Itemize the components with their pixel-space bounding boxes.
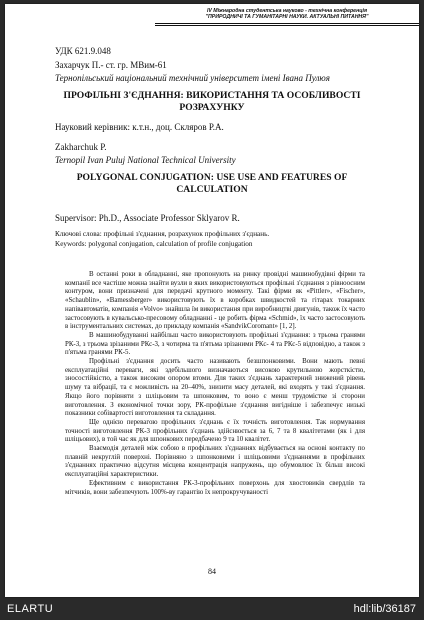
paragraph: В останні роки в обладнанні, яке пропонують на ринку провідні машинобудівні фірми та компанії все частіше можна знайти вузли в яких використовуються профільні з'єднання з рівноосним контуром, вони призначені для передачі крутного моменту. Такі фірми як «Pittler», «Fischer», «Schaublin», «Bamessberger» використовують їх в коробках швидкостей та гітарах токарних напівавтоматів, компанія «Volvo» знайшла їм використання при виробництві двигунів, також їх часто застосовують в кувальсько-пресовому обладнанні - це робить фірма «Schmid», їх часто застосовують в інструментальних системах, до прикладу компанія «SandvikCoromant» [1, 2]. (65, 271, 365, 331)
title-en: POLYGONAL CONJUGATION: USE USE AND FEATURES OF CALCULATION (76, 172, 348, 195)
viewer-footer (0, 600, 424, 620)
author-en: Zakharchuk P. (55, 142, 107, 152)
supervisor-ua: Науковий керівник: к.т.н., доц. Скляров Р.А. (55, 122, 224, 132)
page-number: 84 (208, 567, 216, 576)
keywords-ua: Ключові слова: профільні з'єднання, розрахунок профільних з'єднань. (55, 230, 270, 238)
supervisor-en: Supervisor: Ph.D., Associate Professor Sklyarov R. (55, 213, 240, 223)
handle-link[interactable]: hdl:lib/36187 (353, 603, 416, 615)
paragraph: Взаємодія деталей між собою в профільних з'єднаннях відбувається на основі контакту по плавній некруглій поверхні. Порівняно з шпонковими і шліцьовими з'єднаннями в профільних з'єднаннях практично відсутня місцева концентрація напружень, що обумовлює їх більш високі експлуатаційні характеристики. (65, 445, 365, 479)
title-ua: ПРОФІЛЬНІ З'ЄДНАННЯ: ВИКОРИСТАННЯ ТА ОСОБЛИВОСТІ РОЗРАХУНКУ (63, 90, 361, 113)
article-body (65, 271, 365, 497)
repository-name: ELARTU (7, 603, 54, 615)
affiliation-ua: Тернопільський національний технічний університет імені Івана Пулюя (55, 73, 330, 83)
document-page (5, 4, 419, 597)
conference-header (155, 8, 419, 20)
paragraph: В машинобудуванні найбільш часто використовують профільні з'єднання: з трьома гранями РК-3, з трьома зрізаними РКс-3, з чотирма та п'ятьма зрізаними РКс- 4 та РКс-5 відповідно, а також з п'ятьма гранями РК-5. (65, 331, 365, 357)
conference-header-line2: "ПРИРОДНИЧІ ТА ГУМАНІТАРНІ НАУКИ. АКТУАЛЬНІ ПИТАННЯ" (205, 14, 369, 20)
conference-header-line1: IV Міжнародна студентська науково - технічна конференція (206, 8, 368, 14)
author-ua: Захарчук П.- ст. гр. МВим-61 (55, 60, 167, 70)
udk-code: УДК 621.9.048 (55, 46, 111, 56)
header-rule (155, 23, 419, 26)
paragraph: Профільні з'єднання досить часто називають безшпонковими. Вони мають певні експлуатаційні переваги, які здебільшого визначаються високою крутильною жорсткістю, зносостійкістю, а також високим опором втоми. Для таких з'єднань характерний знижений рівень шуму та вібрації, та є можливість на 20–40%, знизити масу деталей, які входять у такі з'єднання. Якщо його порівняти з шліцьовим та шпонковим, то воно є менш трудомістке зі сторони виготовлення. З економічної точки зору, РК-профільне з'єднання вигідніше і забезпечує низькі показники собівартості виготовлення та складання. (65, 358, 365, 418)
paragraph: Ще однією перевагою профільних з'єднань є їх точність виготовлення. Так нормування точності виготовлення РК-3 профільних з'єднань здійснюється за 6, 7 та 8 квалітетами (як і для шліцьових), в той час як для шпонкових передбачено 9 та 10 квалітет. (65, 418, 365, 444)
paragraph: Ефективним є використання РК-3-профільних поверхонь для хвостовиків свердлів та мітчиків, вони забезпечують 100%-ву гарантію їх непрокручуваності (65, 479, 365, 496)
keywords-en: Keywords: polygonal conjugation, calculation of profile conjugation (55, 240, 253, 248)
affiliation-en: Ternopil Ivan Puluj National Technical University (55, 155, 236, 165)
